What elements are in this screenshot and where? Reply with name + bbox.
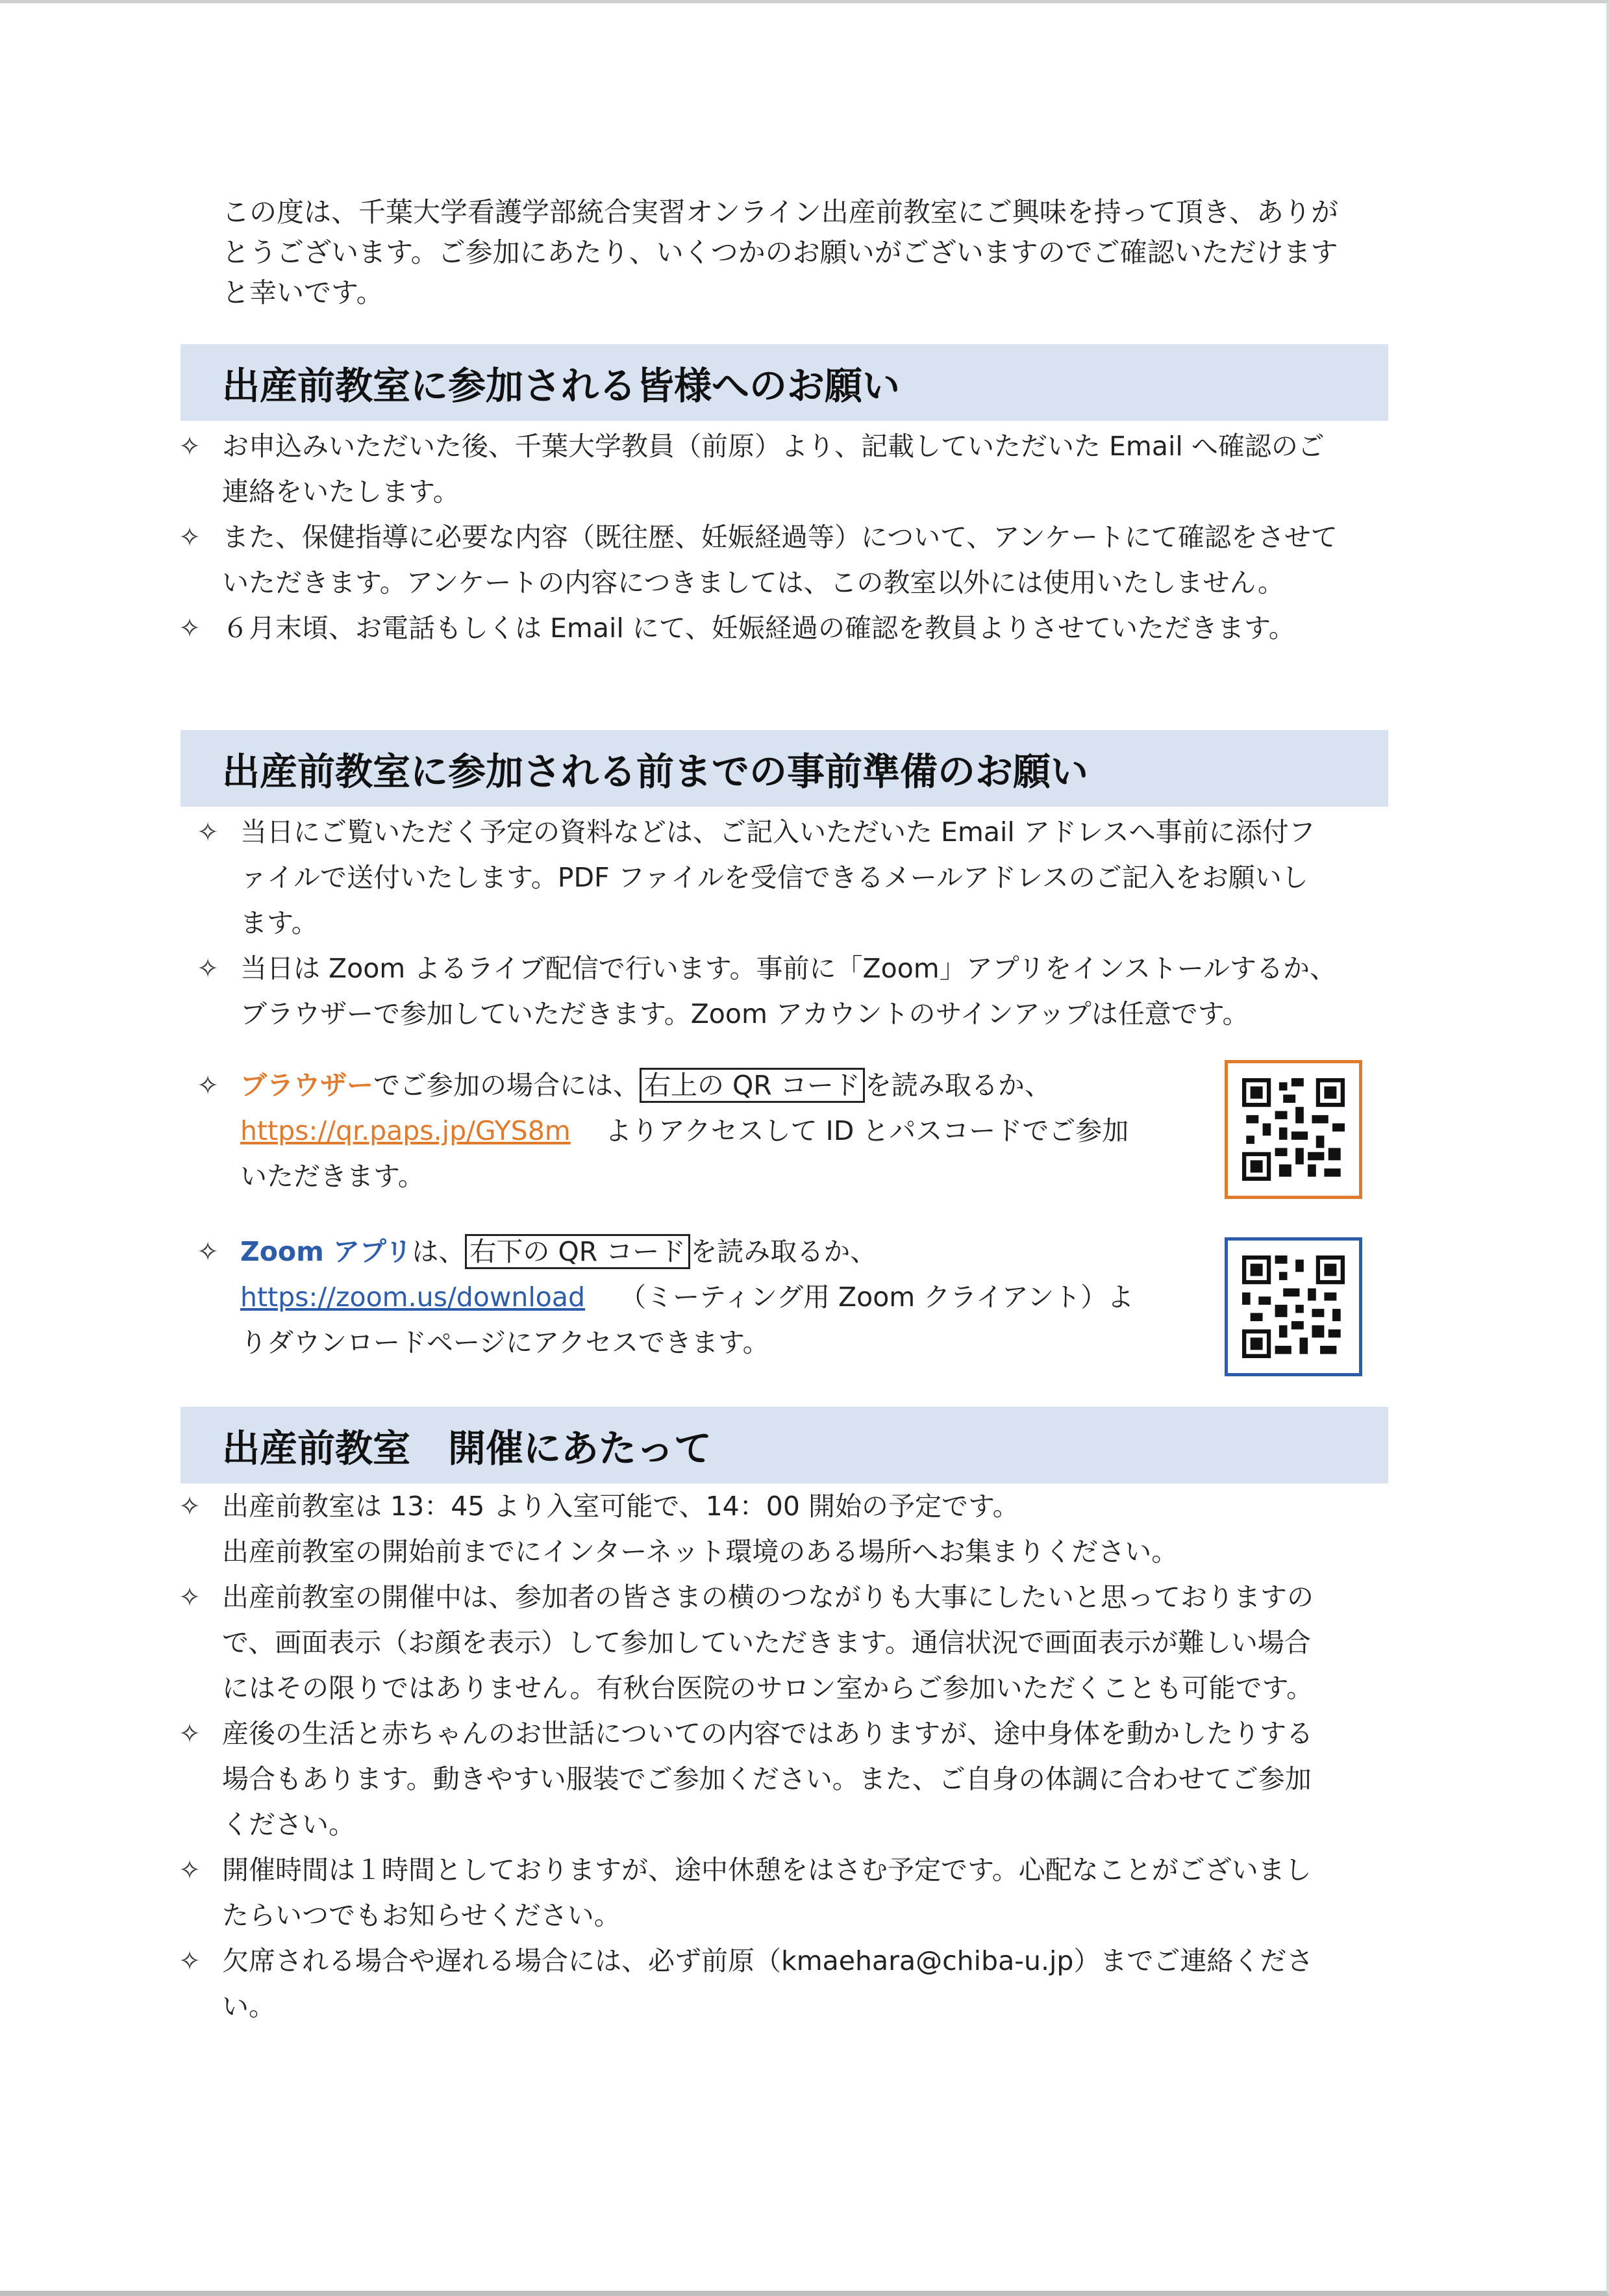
- list-item: ✧ また、保健指導に必要な内容（既往歴、妊娠経過等）について、アンケートにて確認をさせて いただきます。アンケートの内容につきましては、この教室以外には使用いたしません。: [170, 514, 1404, 605]
- sparkle-bullet-icon: ✧: [178, 1854, 201, 1886]
- browser-qr-code[interactable]: [1225, 1060, 1362, 1199]
- sparkle-bullet-icon: ✧: [196, 816, 219, 848]
- sparkle-bullet-icon: ✧: [196, 1070, 219, 1101]
- section2-header: [181, 730, 1388, 807]
- sparkle-bullet-icon: ✧: [178, 1491, 201, 1522]
- section3-list: [170, 1483, 1404, 2029]
- list-item: ✧ Zoom アプリは、 右下の QR コード を読み取るか、 https://zoom.us/download （ミーティング用 Zoom クライアント）よ りダウンロードページにアクセスできます。: [188, 1229, 1201, 1365]
- intro-line: この度は、千葉大学看護学部統合実習オンライン出産前教室にご興味を持って頂き、ありが: [222, 196, 1339, 228]
- sparkle-bullet-icon: ✧: [196, 953, 219, 984]
- intro-paragraph: [222, 192, 1384, 313]
- sparkle-bullet-icon: ✧: [178, 522, 201, 553]
- browser-label: ブラウザー: [240, 1070, 373, 1101]
- list-item: ✧ 欠席される場合や遅れる場合には、必ず前原（kmaehara@chiba-u.jp）までご連絡くださ い。: [170, 1938, 1404, 2029]
- section3-header: [181, 1407, 1388, 1483]
- section1-title: 出産前教室に参加される皆様へのお願い: [222, 364, 901, 408]
- list-item: ✧ 産後の生活と赤ちゃんのお世話についての内容ではありますが、途中身体を動かしたりする 場合もあります。動きやすい服装でご参加ください。また、ご自身の体調に合わせてご参加 ください。: [170, 1711, 1404, 1847]
- list-item: ✧ ６月末頃、お電話もしくは Email にて、妊娠経過の確認を教員よりさせていただきます。: [170, 605, 1404, 651]
- list-item: ✧ 開催時間は１時間としておりますが、途中休憩をはさむ予定です。心配なことがございまし たらいつでもお知らせください。: [170, 1847, 1404, 1938]
- section2-title: 出産前教室に参加される前までの事前準備のお願い: [222, 750, 1089, 794]
- zoom-app-label: Zoom アプリ: [240, 1236, 412, 1267]
- browser-url-link[interactable]: https://qr.paps.jp/GYS8m: [240, 1115, 571, 1146]
- browser-instructions: [188, 1063, 1201, 1199]
- intro-line: とうございます。ご参加にあたり、いくつかのお願いがございますのでご確認いただけます: [222, 236, 1338, 268]
- list-item: ✧ ブラウザーでご参加の場合には、 右上の QR コード を読み取るか、 https://qr.paps.jp/GYS8m よりアクセスして ID とパスコードでご参加 いただきます。: [188, 1063, 1201, 1199]
- sparkle-bullet-icon: ✧: [178, 612, 201, 644]
- qr-reference-box: 右下の QR コード: [465, 1234, 690, 1269]
- intro-line: と幸いです。: [222, 277, 384, 309]
- section2-list: [188, 809, 1403, 1037]
- list-item: ✧ 出産前教室の開催中は、参加者の皆さまの横のつながりも大事にしたいと思っておりますの で、画面表示（お顔を表示）して参加していただきます。通信状況で画面表示が難しい場合 にはその限りではありません。有秋台医院のサロン室からご参加いただくことも可能です。: [170, 1574, 1404, 1711]
- sparkle-bullet-icon: ✧: [178, 431, 201, 462]
- qr-reference-box: 右上の QR コード: [640, 1068, 865, 1103]
- qr-code-icon: [1242, 1078, 1345, 1181]
- list-item: ✧ お申込みいただいた後、千葉大学教員（前原）より、記載していただいた Email へ確認のご 連絡をいたします。: [170, 423, 1404, 514]
- zoom-qr-code[interactable]: [1225, 1237, 1362, 1376]
- sparkle-bullet-icon: ✧: [178, 1945, 201, 1976]
- sparkle-bullet-icon: ✧: [178, 1718, 201, 1749]
- sparkle-bullet-icon: ✧: [178, 1582, 201, 1613]
- section1-list: [170, 423, 1404, 651]
- zoom-app-instructions: [188, 1229, 1201, 1365]
- zoom-download-link[interactable]: https://zoom.us/download: [240, 1281, 586, 1313]
- section1-header: [181, 344, 1388, 421]
- list-item: ✧ 当日は Zoom よるライブ配信で行います。事前に「Zoom」アプリをインストールするか、 ブラウザーで参加していただきます。Zoom アカウントのサインアップは任意です。: [188, 946, 1403, 1037]
- section3-title: 出産前教室 開催にあたって: [222, 1426, 712, 1470]
- qr-code-icon: [1242, 1255, 1345, 1359]
- sparkle-bullet-icon: ✧: [196, 1236, 219, 1267]
- list-item: ✧ 当日にご覧いただく予定の資料などは、ご記入いただいた Email アドレスへ事前に添付フ ァイルで送付いたします。PDF ファイルを受信できるメールアドレスのご記入をお願いし ます。: [188, 809, 1403, 946]
- list-item: ✧ 出産前教室は 13：45 より入室可能で、14：00 開始の予定です。 出産前教室の開始前までにインターネット環境のある場所へお集まりください。: [170, 1483, 1404, 1574]
